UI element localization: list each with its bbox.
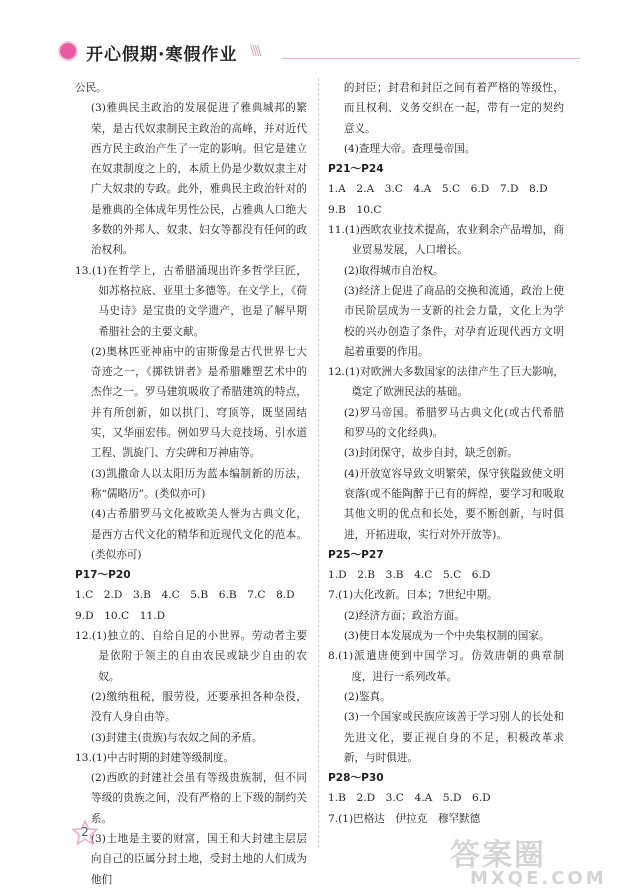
page-number: 2 [81,825,89,839]
answer-paragraph: 公民。 [75,82,107,94]
header-rule [282,58,580,59]
answer-paragraph: 7.(1)巴格达 伊拉克 穆罕默德 [328,812,481,825]
watermark-logo-text: 答案圈 [450,838,546,873]
answer-paragraph: 13.(1)中古时期的封建等级制度。 [75,751,234,764]
answer-paragraph: (2)奥林匹亚神庙中的宙斯像是古代世界七大奇迹之一，《掷铁饼者》是希腊雕塑艺术中的杰作之一。罗马建筑吸收了希腊建筑的特点，并有所创新，如以拱门、穹顶等，既坚固结实，又华丽宏伟。例如罗马大竞技场、引水道工程、凯旋门、方尖碑和万神庙等。 [90,345,307,460]
answer-paragraph: (4)开放宽容导致文明繁荣，保守狭隘致使文明衰落(或不能陶醉于已有的辉煌，要学习和吸取其他文明的优点和长处，要不断创新，与时俱进，开拓进取，实行对外开放等)。 [343,467,564,541]
section-heading: P28～P30 [328,772,384,785]
answer-paragraph: (3)封闭保守，故步自封，缺乏创新。 [343,447,518,460]
answer-paragraph: 12.(1)对欧洲大多数国家的法律产生了巨大影响，奠定了欧洲民法的基础。 [328,366,564,399]
answer-paragraph: 7.(1)大化改新。日本；7世纪中期。 [328,589,498,602]
answer-paragraph: (3)封建主(贵族)与农奴之间的矛盾。 [90,731,263,744]
answer-paragraph: (3)雅典民主政治的发展促进了雅典城邦的繁荣，是古代奴隶制民主政治的高峰，并对近代西方民主政治产生了一定的影响。但它是建立在奴隶制度之上的，本质上仍是少数奴隶主对广大奴隶的专政。此外，雅典民主政治针对的是雅典的全体成年男性公民，占雅典人口绝大多数的外邦人、奴隶、妇女等都没有任何的政治权利。 [90,102,307,257]
answer-paragraph: 13.(1)在哲学上，古希腊涌现出许多哲学巨匠，如苏格拉底、亚里士多德等。在文学上，《荷马史诗》是宝贵的文学遗产，也是了解早期希腊社会的主要文献。 [75,264,307,338]
answer-paragraph: (2)经济方面；政治方面。 [343,609,465,622]
answer-paragraph: 的封臣；封君和封臣之间有着严格的等级性，而且权利、义务交织在一起，带有一定的契约意义。 [343,82,564,135]
column-divider [318,78,319,848]
right-column [328,78,564,829]
answer-paragraph: (4)查理大帝。查理曼帝国。 [343,142,476,155]
page-number-badge [72,820,98,846]
answer-paragraph: (3)经济上促进了商品的交换和流通，政治上使市民阶层成为一支新的社会力量，文化上为学校的兴办创造了条件，对孕育近现代西方文明起着重要的作用。 [343,284,564,358]
answer-paragraph: (3)凯撒命人以太阳历为蓝本编制新的历法，称“儒略历”。(类似亦可) [90,467,307,500]
answer-paragraph: (2)缴纳租税，服劳役，还要承担各种杂役，没有人身自由等。 [90,690,307,724]
answer-paragraph: 1.C 2.D 3.B 4.C 5.B 6.B 7.C 8.D [75,589,295,602]
answer-paragraph: (3)土地是主要的财富，国王和大封建主层层向自己的臣属分封土地，受封土地的人们成为他们 [90,832,307,886]
answer-paragraph: 9.B 10.C [328,203,382,216]
left-column [75,78,307,890]
answer-paragraph: 12.(1)独立的、自给自足的小世界。劳动者主要是依附于领主的自由农民或缺少自由的农奴。 [75,630,307,683]
answer-paragraph: 8.(1)派遣唐使到中国学习。仿效唐朝的典章制度，进行一系列改革。 [328,650,564,683]
pink-circle-icon [60,43,76,59]
answer-paragraph: (2)鉴真。 [343,690,391,703]
decorative-slashes: \\\\ [250,44,260,59]
section-heading: P21～P24 [328,163,384,176]
answer-paragraph: (2)罗马帝国。希腊罗马古典文化(或古代希腊和罗马的文化经典)。 [343,406,564,440]
answer-paragraph: (2)西欧的封建社会虽有等级贵族制，但不同等级的贵族之间，没有严格的上下级的制约关系。 [90,772,307,825]
watermark [450,830,620,890]
page-header [60,38,580,68]
watermark-url: MXQE.COM [470,868,607,889]
answer-paragraph: 1.D 2.B 3.B 4.C 5.C 6.D [328,569,491,582]
answer-paragraph: (3)一个国家或民族应该善于学习别人的长处和先进文化，要正视自身的不足，积极改革求新，与时俱进。 [343,711,564,764]
section-heading: P17～P20 [75,569,131,582]
answer-paragraph: 11.(1)西欧农业技术提高，农业剩余产品增加，商业贸易发展，人口增长。 [328,224,564,257]
answer-paragraph: (4)古希腊罗马文化被欧美人誉为古典文化，是西方古代文化的精华和近现代文化的范本。(类似亦可) [90,508,307,561]
answer-paragraph: (3)使日本发展成为一个中央集权制的国家。 [343,630,550,643]
section-heading: P25～P27 [328,548,384,561]
answer-paragraph: 9.D 10.C 11.D [75,609,166,622]
answer-paragraph: (2)取得城市自治权。 [343,264,444,277]
header-title: 开心假期·寒假作业 [86,45,238,65]
answer-paragraph: 1.B 2.D 3.C 4.A 5.D 6.D [328,792,491,805]
answer-paragraph: 1.A 2.A 3.C 4.A 5.C 6.D 7.D 8.D [328,183,548,196]
